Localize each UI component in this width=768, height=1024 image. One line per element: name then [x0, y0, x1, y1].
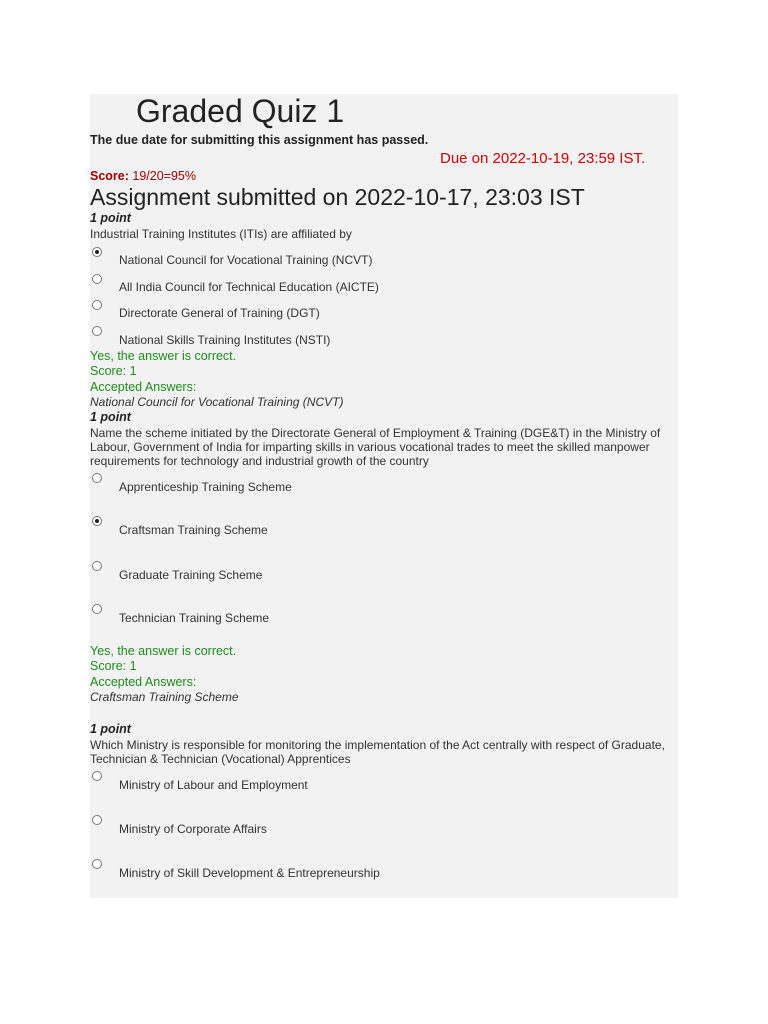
question-2-text-line-3: requirements for technology and industrial growth of the country [90, 454, 429, 468]
page-title: Graded Quiz 1 [136, 93, 345, 129]
question-3-option-2-radio[interactable] [92, 815, 102, 825]
question-1-option-1-radio[interactable] [92, 247, 102, 257]
score-value: 19/20=95% [132, 169, 196, 183]
question-3-option-1-label: Ministry of Labour and Employment [119, 778, 308, 792]
question-1-option-4-radio[interactable] [92, 326, 102, 336]
question-2-option-2-label: Craftsman Training Scheme [119, 523, 268, 537]
question-3-option-3-label: Ministry of Skill Development & Entrepreneurship [119, 866, 380, 880]
submission-notice: Assignment submitted on 2022-10-17, 23:03 IST [90, 184, 585, 210]
question-2-option-3-label: Graduate Training Scheme [119, 568, 263, 582]
question-3-points: 1 point [90, 722, 131, 736]
question-2-option-2-radio[interactable] [92, 516, 102, 526]
question-1-option-1-label: National Council for Vocational Training (NCVT) [119, 253, 373, 267]
question-1-points: 1 point [90, 211, 131, 225]
question-1-option-2-label: All India Council for Technical Education (AICTE) [119, 280, 379, 294]
question-3-option-1-radio[interactable] [92, 771, 102, 781]
question-1-text: Industrial Training Institutes (ITIs) are affiliated by [90, 227, 352, 241]
question-2-text-line-1: Name the scheme initiated by the Directorate General of Employment & Training (DGE&T) in the Ministry of [90, 426, 661, 440]
question-3-option-3-radio[interactable] [92, 859, 102, 869]
question-3-option-2-label: Ministry of Corporate Affairs [119, 822, 267, 836]
question-2-option-3-radio[interactable] [92, 561, 102, 571]
question-2-points: 1 point [90, 410, 131, 424]
question-1-score: Score: 1 [90, 364, 137, 378]
question-1-accepted-answer: National Council for Vocational Training (NCVT) [90, 395, 344, 409]
question-2-option-4-label: Technician Training Scheme [119, 611, 270, 625]
question-1-option-4-label: National Skills Training Institutes (NSTI) [119, 333, 331, 347]
score-label: Score: [90, 169, 129, 183]
question-2-option-1-radio[interactable] [92, 473, 102, 483]
question-2-option-1-label: Apprenticeship Training Scheme [119, 480, 292, 494]
question-2-text-line-2: Labour, Government of India for imparting skills in various vocational trades to meet the skilled manpower [90, 440, 650, 454]
due-date-notice: Due on 2022-10-19, 23:59 IST. [440, 150, 646, 167]
overall-score [90, 169, 196, 183]
question-2-option-4-radio[interactable] [92, 604, 102, 614]
question-1-option-3-label: Directorate General of Training (DGT) [119, 306, 320, 320]
question-1-feedback: Yes, the answer is correct. [90, 349, 237, 363]
question-1-option-3-radio[interactable] [92, 300, 102, 310]
question-2-feedback: Yes, the answer is correct. [90, 644, 237, 658]
question-2-score: Score: 1 [90, 659, 137, 673]
question-2-accepted-answer: Craftsman Training Scheme [90, 690, 239, 704]
question-1-option-2-radio[interactable] [92, 274, 102, 284]
due-passed-notice: The due date for submitting this assignment has passed. [90, 133, 429, 147]
question-2-accepted-label: Accepted Answers: [90, 675, 197, 689]
question-3-text-line-2: Technician & Technician (Vocational) Apprentices [90, 752, 351, 766]
question-3-text-line-1: Which Ministry is responsible for monitoring the implementation of the Act centrally with respect of Graduate, [90, 738, 665, 752]
question-1-accepted-label: Accepted Answers: [90, 380, 197, 394]
